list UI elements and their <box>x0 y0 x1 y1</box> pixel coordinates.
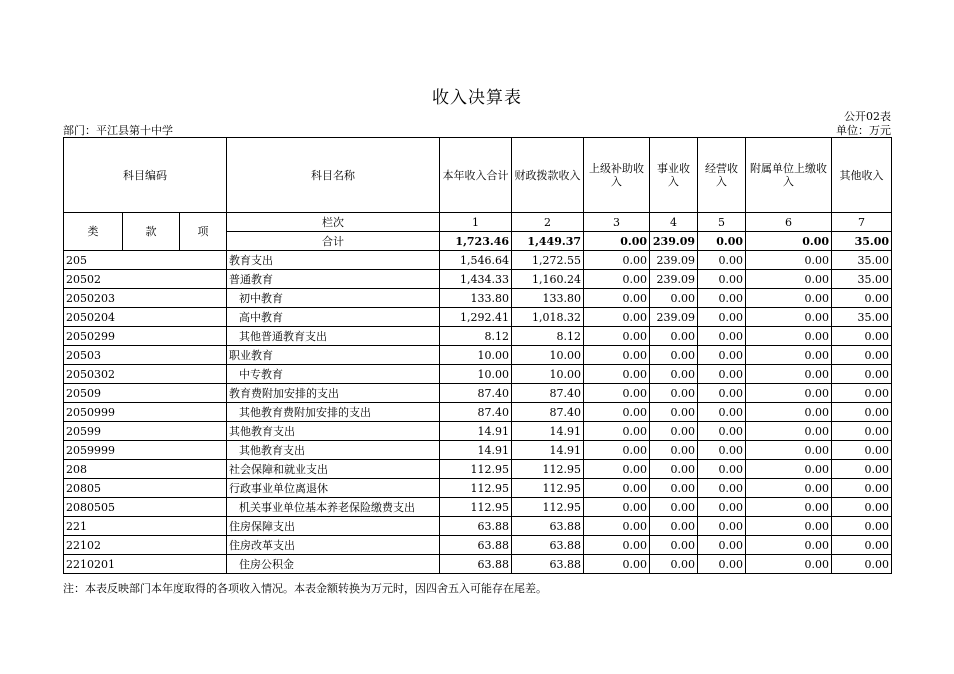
amount-cell: 0.00 <box>746 289 832 308</box>
amount-cell: 14.91 <box>440 441 512 460</box>
amount-cell: 0.00 <box>746 422 832 441</box>
amount-cell: 0.00 <box>698 308 746 327</box>
amount-cell: 112.95 <box>440 479 512 498</box>
amount-cell: 0.00 <box>650 384 698 403</box>
header-operating: 经营收入 <box>698 138 746 213</box>
amount-cell: 14.91 <box>440 422 512 441</box>
subject-name: 教育费附加安排的支出 <box>227 384 440 403</box>
amount-cell: 0.00 <box>584 365 650 384</box>
department-label: 部门：平江县第十中学 <box>63 124 173 137</box>
subject-code: 20599 <box>64 422 227 441</box>
amount-cell: 0.00 <box>832 346 892 365</box>
unit-label: 单位：万元 <box>836 124 891 137</box>
amount-cell: 112.95 <box>512 460 584 479</box>
amount-cell: 112.95 <box>512 479 584 498</box>
page-title: 收入决算表 <box>432 88 522 108</box>
amount-cell: 0.00 <box>698 536 746 555</box>
amount-cell: 0.00 <box>650 403 698 422</box>
amount-cell: 0.00 <box>698 289 746 308</box>
column-number: 7 <box>832 213 892 232</box>
amount-cell: 0.00 <box>698 517 746 536</box>
amount-cell: 1,292.41 <box>440 308 512 327</box>
table-row <box>64 536 892 555</box>
subject-name: 高中教育 <box>227 308 440 327</box>
subject-name: 中专教育 <box>227 365 440 384</box>
amount-cell: 133.80 <box>440 289 512 308</box>
header-business: 事业收入 <box>650 138 698 213</box>
subject-code: 22102 <box>64 536 227 555</box>
amount-cell: 0.00 <box>746 517 832 536</box>
amount-cell: 0.00 <box>584 403 650 422</box>
amount-cell: 0.00 <box>832 517 892 536</box>
subject-code: 221 <box>64 517 227 536</box>
amount-cell: 10.00 <box>440 365 512 384</box>
amount-cell: 35.00 <box>832 270 892 289</box>
subject-code: 2050299 <box>64 327 227 346</box>
amount-cell: 0.00 <box>746 327 832 346</box>
amount-cell: 35.00 <box>832 308 892 327</box>
amount-cell: 0.00 <box>584 289 650 308</box>
amount-cell: 0.00 <box>650 555 698 574</box>
total-value: 35.00 <box>832 232 892 251</box>
total-value: 0.00 <box>698 232 746 251</box>
amount-cell: 63.88 <box>440 517 512 536</box>
table-row <box>64 251 892 270</box>
column-number: 2 <box>512 213 584 232</box>
subject-code: 2050999 <box>64 403 227 422</box>
amount-cell: 0.00 <box>584 346 650 365</box>
amount-cell: 0.00 <box>650 327 698 346</box>
amount-cell: 87.40 <box>512 384 584 403</box>
amount-cell: 112.95 <box>440 498 512 517</box>
header-fiscal: 财政拨款收入 <box>512 138 584 213</box>
amount-cell: 239.09 <box>650 270 698 289</box>
amount-cell: 0.00 <box>650 479 698 498</box>
income-table <box>63 137 892 574</box>
amount-cell: 35.00 <box>832 251 892 270</box>
total-label: 合计 <box>227 232 440 251</box>
amount-cell: 0.00 <box>746 308 832 327</box>
amount-cell: 0.00 <box>698 422 746 441</box>
amount-cell: 87.40 <box>440 384 512 403</box>
subject-name: 初中教育 <box>227 289 440 308</box>
amount-cell: 0.00 <box>746 346 832 365</box>
amount-cell: 0.00 <box>650 517 698 536</box>
amount-cell: 0.00 <box>832 536 892 555</box>
amount-cell: 0.00 <box>650 365 698 384</box>
subject-code: 20502 <box>64 270 227 289</box>
column-number: 6 <box>746 213 832 232</box>
subject-name: 住房改革支出 <box>227 536 440 555</box>
table-row <box>64 441 892 460</box>
amount-cell: 0.00 <box>650 441 698 460</box>
amount-cell: 0.00 <box>698 555 746 574</box>
amount-cell: 0.00 <box>698 270 746 289</box>
table-row <box>64 517 892 536</box>
amount-cell: 112.95 <box>512 498 584 517</box>
amount-cell: 0.00 <box>698 327 746 346</box>
amount-cell: 0.00 <box>584 498 650 517</box>
header-code: 科目编码 <box>64 138 227 213</box>
column-number: 3 <box>584 213 650 232</box>
subject-name: 住房保障支出 <box>227 517 440 536</box>
amount-cell: 0.00 <box>584 517 650 536</box>
amount-cell: 0.00 <box>832 555 892 574</box>
header-superior: 上级补助收入 <box>584 138 650 213</box>
total-value: 239.09 <box>650 232 698 251</box>
amount-cell: 0.00 <box>584 384 650 403</box>
amount-cell: 0.00 <box>698 403 746 422</box>
table-row <box>64 346 892 365</box>
header-other: 其他收入 <box>832 138 892 213</box>
amount-cell: 0.00 <box>584 270 650 289</box>
amount-cell: 0.00 <box>698 346 746 365</box>
column-number: 5 <box>698 213 746 232</box>
table-row <box>64 460 892 479</box>
subject-name: 行政事业单位离退休 <box>227 479 440 498</box>
subject-name: 教育支出 <box>227 251 440 270</box>
subject-code: 2050302 <box>64 365 227 384</box>
subject-code: 2050204 <box>64 308 227 327</box>
amount-cell: 239.09 <box>650 251 698 270</box>
amount-cell: 63.88 <box>440 555 512 574</box>
amount-cell: 0.00 <box>832 460 892 479</box>
total-value: 0.00 <box>746 232 832 251</box>
amount-cell: 87.40 <box>512 403 584 422</box>
total-value: 0.00 <box>584 232 650 251</box>
column-number-label: 栏次 <box>227 213 440 232</box>
table-row <box>64 289 892 308</box>
table-row <box>64 479 892 498</box>
amount-cell: 0.00 <box>698 251 746 270</box>
amount-cell: 0.00 <box>650 460 698 479</box>
amount-cell: 1,434.33 <box>440 270 512 289</box>
subject-name: 社会保障和就业支出 <box>227 460 440 479</box>
amount-cell: 239.09 <box>650 308 698 327</box>
subject-name: 职业教育 <box>227 346 440 365</box>
amount-cell: 0.00 <box>698 498 746 517</box>
amount-cell: 0.00 <box>832 289 892 308</box>
amount-cell: 0.00 <box>832 384 892 403</box>
amount-cell: 0.00 <box>698 384 746 403</box>
amount-cell: 63.88 <box>512 536 584 555</box>
amount-cell: 0.00 <box>584 251 650 270</box>
header-name: 科目名称 <box>227 138 440 213</box>
subject-name: 普通教育 <box>227 270 440 289</box>
amount-cell: 0.00 <box>584 441 650 460</box>
subject-code: 2080505 <box>64 498 227 517</box>
header-affiliated: 附属单位上缴收入 <box>746 138 832 213</box>
amount-cell: 0.00 <box>746 555 832 574</box>
amount-cell: 0.00 <box>746 251 832 270</box>
total-value: 1,723.46 <box>440 232 512 251</box>
header-kuan: 款 <box>123 213 180 251</box>
subject-name: 其他普通教育支出 <box>227 327 440 346</box>
amount-cell: 0.00 <box>746 498 832 517</box>
amount-cell: 0.00 <box>832 479 892 498</box>
subject-code: 2059999 <box>64 441 227 460</box>
footnote: 注：本表反映部门本年度取得的各项收入情况。本表金额转换为万元时，因四舍五入可能存在尾差。 <box>63 582 547 595</box>
amount-cell: 0.00 <box>746 460 832 479</box>
header-total: 本年收入合计 <box>440 138 512 213</box>
subject-code: 208 <box>64 460 227 479</box>
amount-cell: 63.88 <box>512 517 584 536</box>
amount-cell: 0.00 <box>746 441 832 460</box>
amount-cell: 63.88 <box>440 536 512 555</box>
subject-code: 20805 <box>64 479 227 498</box>
amount-cell: 0.00 <box>832 365 892 384</box>
amount-cell: 0.00 <box>584 479 650 498</box>
amount-cell: 8.12 <box>440 327 512 346</box>
amount-cell: 0.00 <box>584 460 650 479</box>
amount-cell: 133.80 <box>512 289 584 308</box>
subject-code: 205 <box>64 251 227 270</box>
table-row <box>64 384 892 403</box>
amount-cell: 0.00 <box>832 327 892 346</box>
subject-name: 其他教育支出 <box>227 441 440 460</box>
subject-code: 20509 <box>64 384 227 403</box>
amount-cell: 87.40 <box>440 403 512 422</box>
subject-code: 2050203 <box>64 289 227 308</box>
amount-cell: 0.00 <box>650 498 698 517</box>
amount-cell: 0.00 <box>584 308 650 327</box>
amount-cell: 0.00 <box>650 422 698 441</box>
amount-cell: 0.00 <box>746 270 832 289</box>
amount-cell: 0.00 <box>698 441 746 460</box>
amount-cell: 0.00 <box>832 403 892 422</box>
amount-cell: 0.00 <box>584 555 650 574</box>
amount-cell: 1,546.64 <box>440 251 512 270</box>
amount-cell: 1,160.24 <box>512 270 584 289</box>
amount-cell: 1,018.32 <box>512 308 584 327</box>
table-row <box>64 327 892 346</box>
amount-cell: 0.00 <box>584 327 650 346</box>
amount-cell: 0.00 <box>832 498 892 517</box>
column-number: 1 <box>440 213 512 232</box>
amount-cell: 10.00 <box>512 365 584 384</box>
amount-cell: 0.00 <box>698 479 746 498</box>
amount-cell: 10.00 <box>512 346 584 365</box>
amount-cell: 112.95 <box>440 460 512 479</box>
amount-cell: 0.00 <box>746 536 832 555</box>
header-lei: 类 <box>64 213 123 251</box>
amount-cell: 0.00 <box>584 422 650 441</box>
amount-cell: 0.00 <box>650 346 698 365</box>
amount-cell: 8.12 <box>512 327 584 346</box>
column-number: 4 <box>650 213 698 232</box>
amount-cell: 0.00 <box>746 479 832 498</box>
amount-cell: 0.00 <box>698 460 746 479</box>
header-xiang: 项 <box>180 213 227 251</box>
amount-cell: 14.91 <box>512 441 584 460</box>
amount-cell: 63.88 <box>512 555 584 574</box>
amount-cell: 0.00 <box>832 422 892 441</box>
table-row <box>64 365 892 384</box>
table-row <box>64 270 892 289</box>
amount-cell: 1,272.55 <box>512 251 584 270</box>
subject-name: 其他教育支出 <box>227 422 440 441</box>
column-number-row <box>64 213 892 232</box>
table-row <box>64 403 892 422</box>
subject-name: 机关事业单位基本养老保险缴费支出 <box>227 498 440 517</box>
amount-cell: 0.00 <box>746 403 832 422</box>
amount-cell: 0.00 <box>650 536 698 555</box>
total-value: 1,449.37 <box>512 232 584 251</box>
amount-cell: 10.00 <box>440 346 512 365</box>
header-row <box>64 138 892 213</box>
table-row <box>64 308 892 327</box>
table-row <box>64 498 892 517</box>
amount-cell: 14.91 <box>512 422 584 441</box>
subject-code: 2210201 <box>64 555 227 574</box>
table-row <box>64 422 892 441</box>
amount-cell: 0.00 <box>832 441 892 460</box>
subject-code: 20503 <box>64 346 227 365</box>
amount-cell: 0.00 <box>650 289 698 308</box>
table-row <box>64 555 892 574</box>
amount-cell: 0.00 <box>746 384 832 403</box>
subject-name: 其他教育费附加安排的支出 <box>227 403 440 422</box>
amount-cell: 0.00 <box>698 365 746 384</box>
form-number: 公开02表 <box>844 110 891 123</box>
amount-cell: 0.00 <box>746 365 832 384</box>
amount-cell: 0.00 <box>584 536 650 555</box>
subject-name: 住房公积金 <box>227 555 440 574</box>
